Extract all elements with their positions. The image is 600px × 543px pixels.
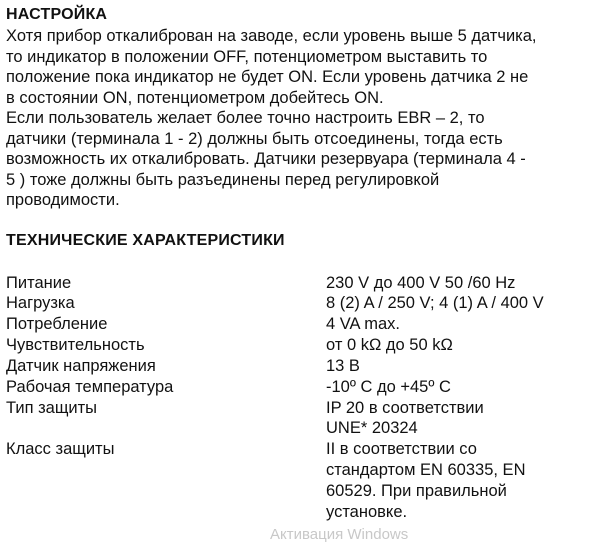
- spec-label-protection-type: Тип защиты: [6, 399, 98, 417]
- spec-label-consumption: Потребление: [6, 315, 108, 333]
- text-line: Если пользователь желает более точно настроить EBR – 2, то: [6, 109, 485, 127]
- text-line: то индикатор в положении OFF, потенциометром выставить то: [6, 47, 488, 66]
- text-line: датчики (терминала 1 - 2) должны быть отсоединены, тогда есть: [6, 129, 503, 148]
- text-line: 5 ) тоже должны быть разъединены перед регулировкой: [6, 170, 440, 189]
- spec-value-temperature: -10º C до +45º C: [326, 378, 451, 396]
- spec-label-power: Питание: [6, 274, 72, 292]
- text-line: положение пока индикатор не будет ON. Если уровень датчика 2 не: [6, 68, 529, 86]
- spec-label-sensitivity: Чувствительность: [6, 336, 145, 354]
- spec-value-protection-class-line3: 60529. При правильной: [326, 482, 507, 500]
- spec-label-protection-class: Класс защиты: [6, 440, 115, 458]
- section-title-setup: НАСТРОЙКА: [6, 6, 108, 23]
- spec-label-temperature: Рабочая температура: [6, 378, 174, 396]
- spec-label-load: Нагрузка: [6, 294, 75, 312]
- spec-value-protection-class-line1: II в соответствии со: [326, 440, 477, 458]
- spec-value-load: 8 (2) A / 250 V; 4 (1) A / 400 V: [326, 294, 544, 312]
- spec-value-protection-type-line2: UNE* 20324: [326, 419, 418, 437]
- spec-value-consumption: 4 VA max.: [326, 315, 400, 333]
- spec-value-protection-type-line1: IP 20 в соответствии: [326, 399, 484, 417]
- spec-value-protection-class-line4: установке.: [326, 503, 408, 521]
- text-line: возможность их откалибровать. Датчики резервуара (терминала 4 -: [6, 150, 526, 168]
- text-line: проводимости.: [6, 191, 120, 209]
- spec-label-sensor-voltage: Датчик напряжения: [6, 357, 156, 375]
- text-line: Хотя прибор откалиброван на заводе, если уровень выше 5 датчика,: [6, 27, 537, 45]
- text-line: в состоянии ON, потенциометром добейтесь ON.: [6, 88, 384, 107]
- setup-paragraph: [6, 26, 596, 211]
- spec-value-sensitivity: от 0 kΩ до 50 kΩ: [326, 336, 453, 354]
- spec-value-protection-class-line2: стандартом EN 60335, EN: [326, 461, 526, 479]
- windows-activation-watermark: Активация Windows: [270, 526, 409, 543]
- spec-value-sensor-voltage: 13 В: [326, 357, 360, 375]
- section-title-specs: ТЕХНИЧЕСКИЕ ХАРАКТЕРИСТИКИ: [6, 232, 285, 249]
- spec-value-power: 230 V до 400 V 50 /60 Hz: [326, 274, 516, 292]
